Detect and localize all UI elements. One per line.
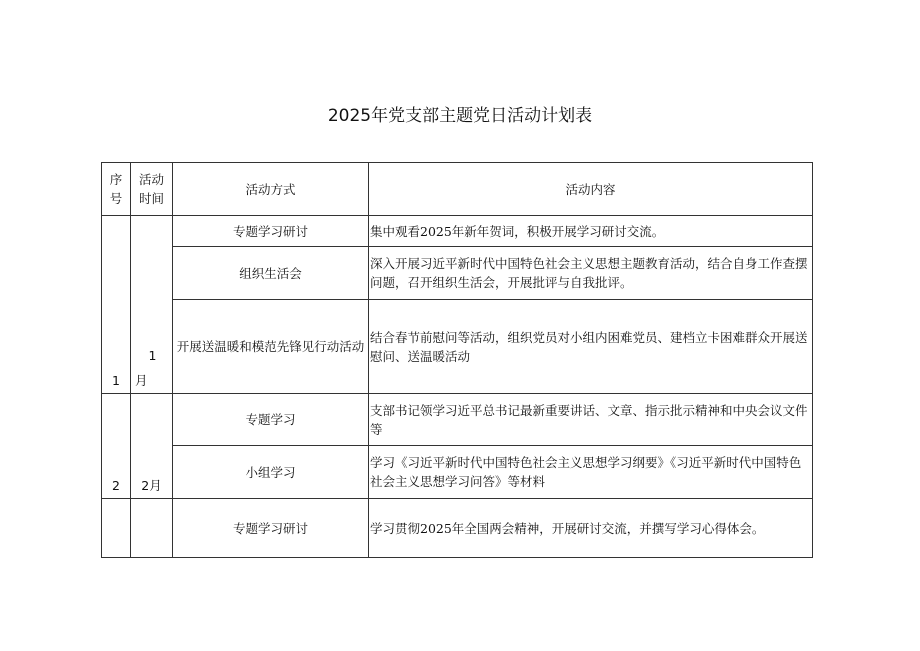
seq-cell: 2 <box>102 394 131 499</box>
header-seq-line1: 序 <box>109 172 123 187</box>
header-method: 活动方式 <box>173 163 369 216</box>
time-cell: 2月 <box>131 394 173 499</box>
table-row <box>102 446 813 499</box>
content-cell: 结合春节前慰问等活动，组织党员对小组内困难党员、建档立卡困难群众开展送慰问、送温暖活动 <box>369 300 813 394</box>
time-cell-part2: 月 <box>135 373 148 388</box>
table-row <box>102 300 813 394</box>
time-cell <box>131 499 173 558</box>
header-row <box>102 163 813 216</box>
method-cell: 小组学习 <box>173 446 369 499</box>
content-cell: 学习《习近平新时代中国特色社会主义思想学习纲要》《习近平新时代中国特色社会主义思想学习问答》等材料 <box>369 446 813 499</box>
seq-cell <box>102 499 131 558</box>
header-seq-line2: 号 <box>109 191 123 206</box>
content-cell: 深入开展习近平新时代中国特色社会主义思想主题教育活动，结合自身工作查摆问题，召开组织生活会，开展批评与自我批评。 <box>369 247 813 300</box>
table-row <box>102 216 813 247</box>
header-time-line1: 活动 <box>138 172 164 187</box>
header-content: 活动内容 <box>369 163 813 216</box>
seq-cell: 1 <box>102 216 131 394</box>
header-time <box>131 163 173 216</box>
table-row <box>102 499 813 558</box>
table-row <box>102 247 813 300</box>
page-title: 2025年党支部主题党日活动计划表 <box>327 106 593 126</box>
method-cell: 专题学习 <box>173 394 369 446</box>
header-time-line2: 时间 <box>138 191 164 206</box>
content-cell: 集中观看2025年新年贺词，积极开展学习研讨交流。 <box>369 216 813 247</box>
method-cell: 开展送温暖和模范先锋见行动活动 <box>173 300 369 394</box>
method-cell: 专题学习研讨 <box>173 499 369 558</box>
content-cell: 支部书记领学习近平总书记最新重要讲话、文章、指示批示精神和中央会议文件等 <box>369 394 813 446</box>
content-cell: 学习贯彻2025年全国两会精神，开展研讨交流，并撰写学习心得体会。 <box>369 499 813 558</box>
method-cell: 组织生活会 <box>173 247 369 300</box>
time-cell <box>131 216 173 394</box>
header-seq <box>102 163 131 216</box>
activity-plan-table <box>101 162 813 558</box>
method-cell: 专题学习研讨 <box>173 216 369 247</box>
time-cell-part1: 1 <box>148 348 157 363</box>
table-row <box>102 394 813 446</box>
